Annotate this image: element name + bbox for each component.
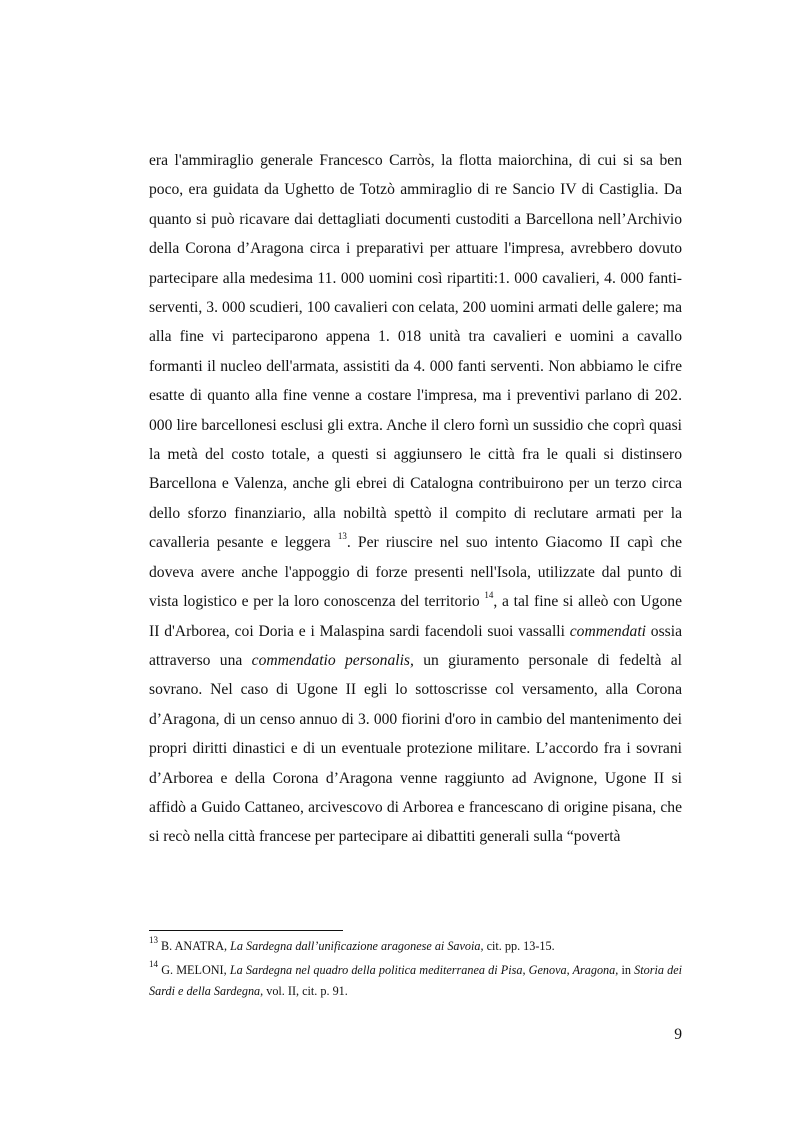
footnote-title-2: Storia dei Sardi e della Sardegna (149, 963, 683, 998)
footnote-ref-14[interactable]: 14 (484, 589, 494, 600)
footnote-number: 14 (149, 958, 158, 969)
body-segment-2: . Per riuscire nel suo intento Giacomo II capì che doveva avere anche l'appoggio di forze presenti nell'Isola, utilizzate dal punto di vista logistico e per la loro conoscenza del territorio (149, 534, 682, 611)
footnote-author: B. ANATRA, (161, 939, 228, 953)
body-segment-1: era l'ammiraglio generale Francesco Carròs, la flotta maiorchina, di cui si sa ben poco, era guidata da Ughetto de Totzò ammiraglio di re Sancio IV di Castiglia. Da quanto si può ricavare dai dettagliati documenti custoditi a Barcellona nell’Archivio della Corona d’Aragona circa i preparativi per attuare l'impresa, avrebbero dovuto partecipare alla medesima 11. 000 uomini così ripartiti:1. 000 cavalieri, 4. 000 fanti-serventi, 3. 000 scudieri, 100 cavalieri con celata, 200 uomini armati delle galere; ma alla fine vi parteciparono appena 1. 018 unità tra cavalieri e uomini a cavallo formanti il nucleo dell'armata, assistiti da 4. 000 fanti serventi. Non abbiamo le cifre esatte di quanto alla fine venne a costare l'impresa, ma i preventivi parlano di 202. 000 lire barcellonesi esclusi gli extra. Anche il clero fornì un sussidio che coprì quasi la metà del costo totale, a questi si aggiunsero le città fra le quali si distinsero Barcellona e Valenza, anche gli ebrei di Catalogna contribuirono per un terzo circa dello sforzo finanziario, alla nobiltà spettò il compito di reclutare armati per la cavalleria pesante e leggera (149, 152, 682, 552)
footnotes (149, 936, 682, 1005)
footnote-ref-13[interactable]: 13 (337, 531, 347, 542)
footnote-author: G. MELONI, (161, 963, 227, 977)
body-segment-4: ossia attraverso una (149, 622, 682, 669)
body-segment-5: un giuramento personale di fedeltà al sovrano. Nel caso di Ugone II egli lo sottoscrisse col versamento, alla Corona d’Aragona, di un censo annuo di 3. 000 fiorini d'oro in cambio del mantenimento dei propri diritti dinastici e di un eventuale protezione militare. L’accordo fra i sovrani d’Arborea e della Corona d’Aragona venne raggiunto ad Avignone, Ugone II si affidò a Guido Cattaneo, arcivescovo di Arborea e francescano di origine pisana, che si recò nella città francese per partecipare ai dibattiti generali sulla “povertà (149, 651, 682, 846)
footnote-citation: cit. pp. 13-15. (486, 939, 555, 953)
footnote-title: La Sardegna nel quadro della politica mediterranea di Pisa, Genova, Aragona, (229, 963, 619, 977)
footnote-divider (149, 930, 343, 931)
page-number: 9 (674, 1026, 682, 1043)
body-segment-3: , a tal fine si alleò con Ugone II d'Arborea, coi Doria e i Malaspina sardi facendoli suoi vassalli (149, 593, 682, 640)
footnote-13 (149, 936, 682, 957)
footnote-number: 13 (149, 934, 158, 945)
footnote-citation-2: , vol. II, cit. p. 91. (260, 984, 348, 998)
footnote-title: La Sardegna dall’unificazione aragonese ai Savoia, (230, 939, 484, 953)
footnote-14 (149, 960, 682, 1002)
body-text (149, 146, 682, 852)
emphasis-commendati: commendati (569, 622, 646, 640)
footnote-citation: in (621, 963, 631, 977)
emphasis-commendatio-personalis: commendatio personalis, (251, 651, 414, 669)
